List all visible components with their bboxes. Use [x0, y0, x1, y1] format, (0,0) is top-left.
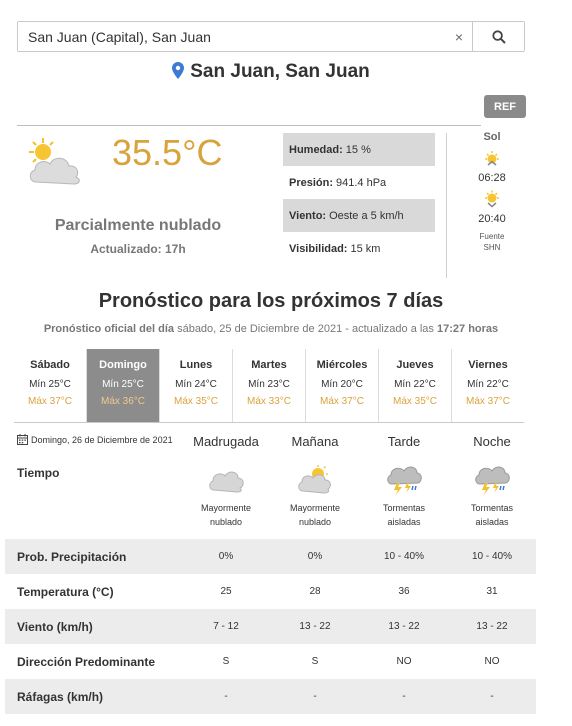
table-row: Prob. Precipitación 0% 0% 10 - 40% 10 - 40%: [5, 539, 536, 574]
search-bar: [17, 21, 525, 52]
visibility-row: Visibilidad: 15 km: [289, 242, 381, 255]
day-tabs: [14, 349, 524, 423]
divider: [17, 125, 481, 126]
clear-icon[interactable]: ×: [454, 28, 464, 45]
location-pin-icon: [172, 62, 184, 79]
day-tab-viernes[interactable]: Viernes Mín 22°C Máx 37°C: [465, 359, 510, 407]
ref-button[interactable]: REF: [484, 95, 526, 118]
sunset-time: 20:40: [478, 213, 506, 225]
weather-desc-noche: Tormentas aisladas: [470, 503, 514, 527]
sunrise-time: 06:28: [478, 172, 506, 184]
location-title: [0, 61, 542, 83]
search-input[interactable]: [18, 22, 446, 51]
search-icon: [492, 30, 506, 44]
wind-row: Viento: Oeste a 5 km/h: [283, 199, 435, 232]
weather-desc-manana: Mayormente nublado: [289, 503, 341, 527]
weather-desc-tarde: Tormentas aisladas: [382, 503, 426, 527]
calendar-icon: [17, 434, 28, 445]
location-name: San Juan, San Juan: [190, 61, 370, 82]
cloud-icon: [207, 464, 245, 494]
period-madrugada: Madrugada: [193, 434, 259, 449]
period-noche: Noche: [473, 434, 511, 449]
sunrise-icon: [482, 149, 502, 167]
table-row: Dirección Predominante S S NO NO: [17, 654, 500, 669]
sun-title: Sol: [483, 131, 501, 143]
day-tab-lunes[interactable]: Lunes Mín 24°C Máx 35°C: [160, 349, 233, 422]
humidity-row: Humedad: 15 %: [283, 133, 435, 166]
period-tarde: Tarde: [387, 434, 421, 449]
table-row: Temperatura (°C) 25 28 36 31: [17, 584, 498, 599]
forecast-subtitle: Pronóstico oficial del día sábado, 25 de Diciembre de 2021 - actualizado a las 17:27 horas: [43, 323, 499, 335]
search-button[interactable]: [472, 22, 524, 51]
day-tab-martes[interactable]: Martes Mín 23°C Máx 33°C: [233, 349, 306, 422]
table-row: Viento (km/h) 7 - 12 13 - 22 13 - 22 13 - 22: [5, 609, 536, 644]
current-temperature: 35.5°C: [112, 132, 223, 173]
day-tab-miercoles[interactable]: Miércoles Mín 20°C Máx 37°C: [306, 349, 379, 422]
divider: [446, 133, 447, 278]
updated-time: Actualizado: 17h: [90, 242, 186, 256]
weather-desc-madrugada: Mayormente nublado: [200, 503, 252, 527]
day-tab-sabado[interactable]: Sábado Mín 25°C Máx 37°C: [14, 349, 87, 422]
current-condition: Parcialmente nublado: [54, 217, 222, 234]
thunderstorm-icon: [473, 464, 511, 496]
table-row: Ráfagas (km/h) - - - -: [5, 679, 536, 714]
detail-date: Domingo, 26 de Diciembre de 2021: [17, 434, 173, 445]
tiempo-label: Tiempo: [17, 466, 60, 480]
sun-panel: [459, 131, 525, 253]
partly-cloudy-icon: [24, 136, 88, 186]
period-manana: Mañana: [291, 434, 339, 449]
current-stats: [283, 133, 435, 265]
sun-behind-cloud-icon: [296, 464, 334, 494]
day-tab-domingo[interactable]: Domingo Mín 25°C Máx 36°C: [87, 349, 160, 422]
day-tab-jueves[interactable]: Jueves Mín 22°C Máx 35°C: [379, 349, 452, 422]
forecast-title: Pronóstico para los próximos 7 días: [98, 290, 444, 312]
sun-source: Fuente SHN: [479, 232, 505, 252]
pressure-row: Presión: 941.4 hPa: [289, 176, 387, 189]
thunderstorm-icon: [385, 464, 423, 496]
sunset-icon: [482, 190, 502, 208]
